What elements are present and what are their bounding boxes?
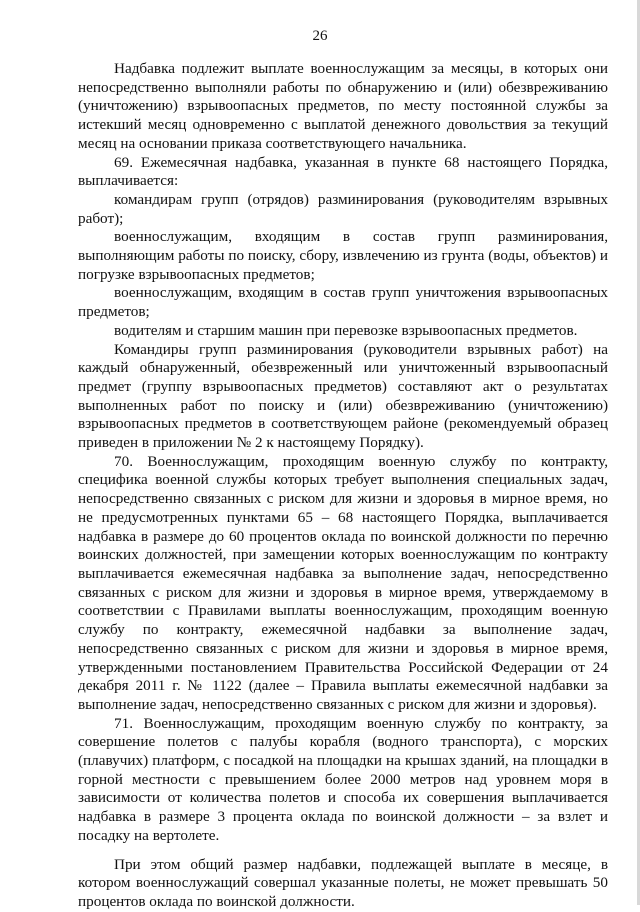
paragraph-71: 71. Военнослужащим, проходящим военную службу по контракту, за совершение полетов с палубы корабля (водного транспорта), с морских (плавучих) платформ, с посадкой на площадки на крышах зданий, на площадки в горной местности с превышением более 2000 метров над уровнем моря в зависимости от количества полетов и способа их совершения выплачивается надбавка в размере 3 процента оклада по воинской должности – за взлет и посадку на вертолете. (78, 714, 608, 844)
paragraph-70: 70. Военнослужащим, проходящим военную службу по контракту, специфика военной службы которых требует выполнения специальных задач, непосредственно связанных с риском для жизни и здоровья в мирное время, но не предусмотренных пунктами 65 – 68 настоящего Порядка, выплачивается надбавка в размере до 60 процентов оклада по воинской должности по перечню воинских должностей, при замещении которых военнослужащим по контракту выплачивается ежемесячная надбавка за выполнение задач, непосредственно связанных с риском для жизни и здоровья в мирное время, утверждаемому в соответствии с Правилами выплаты военнослужащим, проходящим военную службу по контракту, ежемесячной надбавки за выполнение задач, непосредственно связанных с риском для жизни и здоровья в мирное время, утвержденными постановлением Правительства Российской Федерации от 24 декабря 2011 г. № 1122 (далее – Правила выплаты ежемесячной надбавки за выполнение задач, непосредственно связанных с риском для жизни и здоровья). (78, 452, 608, 713)
paragraph-69-demining-members: военнослужащим, входящим в состав групп разминирования, выполняющим работы по поиску, сбору, извлечению из грунта (воды, объектов) и погрузке взрывоопасных предметов; (78, 228, 608, 283)
paragraph-bonus-payment: Надбавка подлежит выплате военнослужащим за месяцы, в которых они непосредственно выполняли работы по обнаружению и (или) обезвреживанию (уничтожению) взрывоопасных предметов, по месту постоянной службы за истекший месяц одновременно с выплатой денежного довольствия за текущий месяц на основании приказа соответствующего начальника. (78, 60, 608, 152)
paragraph-69-destruction-members: военнослужащим, входящим в состав групп уничтожения взрывоопасных предметов; (78, 284, 608, 321)
document-body (78, 60, 608, 912)
paragraph-69-drivers: водителям и старшим машин при перевозке взрывоопасных предметов. (114, 321, 578, 339)
paragraph-69: 69. Ежемесячная надбавка, указанная в пункте 68 настоящего Порядка, выплачивается: (78, 153, 608, 190)
page-number: 26 (312, 28, 328, 44)
paragraph-71-limit: При этом общий размер надбавки, подлежащей выплате в месяце, в котором военнослужащий совершал указанные полеты, не может превышать 50 процентов оклада по воинской должности. (78, 855, 608, 910)
paragraph-69-commanders: командирам групп (отрядов) разминирования (руководителям взрывных работ); (78, 190, 608, 227)
paragraph-69-act: Командиры групп разминирования (руководители взрывных работ) на каждый обнаруженный, обезвреженный или уничтоженный взрывоопасный предмет (группу взрывоопасных предметов) составляют акт о результатах выполненных работ по поиску и (или) обезвреживанию (уничтожению) взрывоопасных предметов в соответствующем районе (рекомендуемый образец приведен в приложении № 2 к настоящему Порядку). (78, 340, 608, 452)
